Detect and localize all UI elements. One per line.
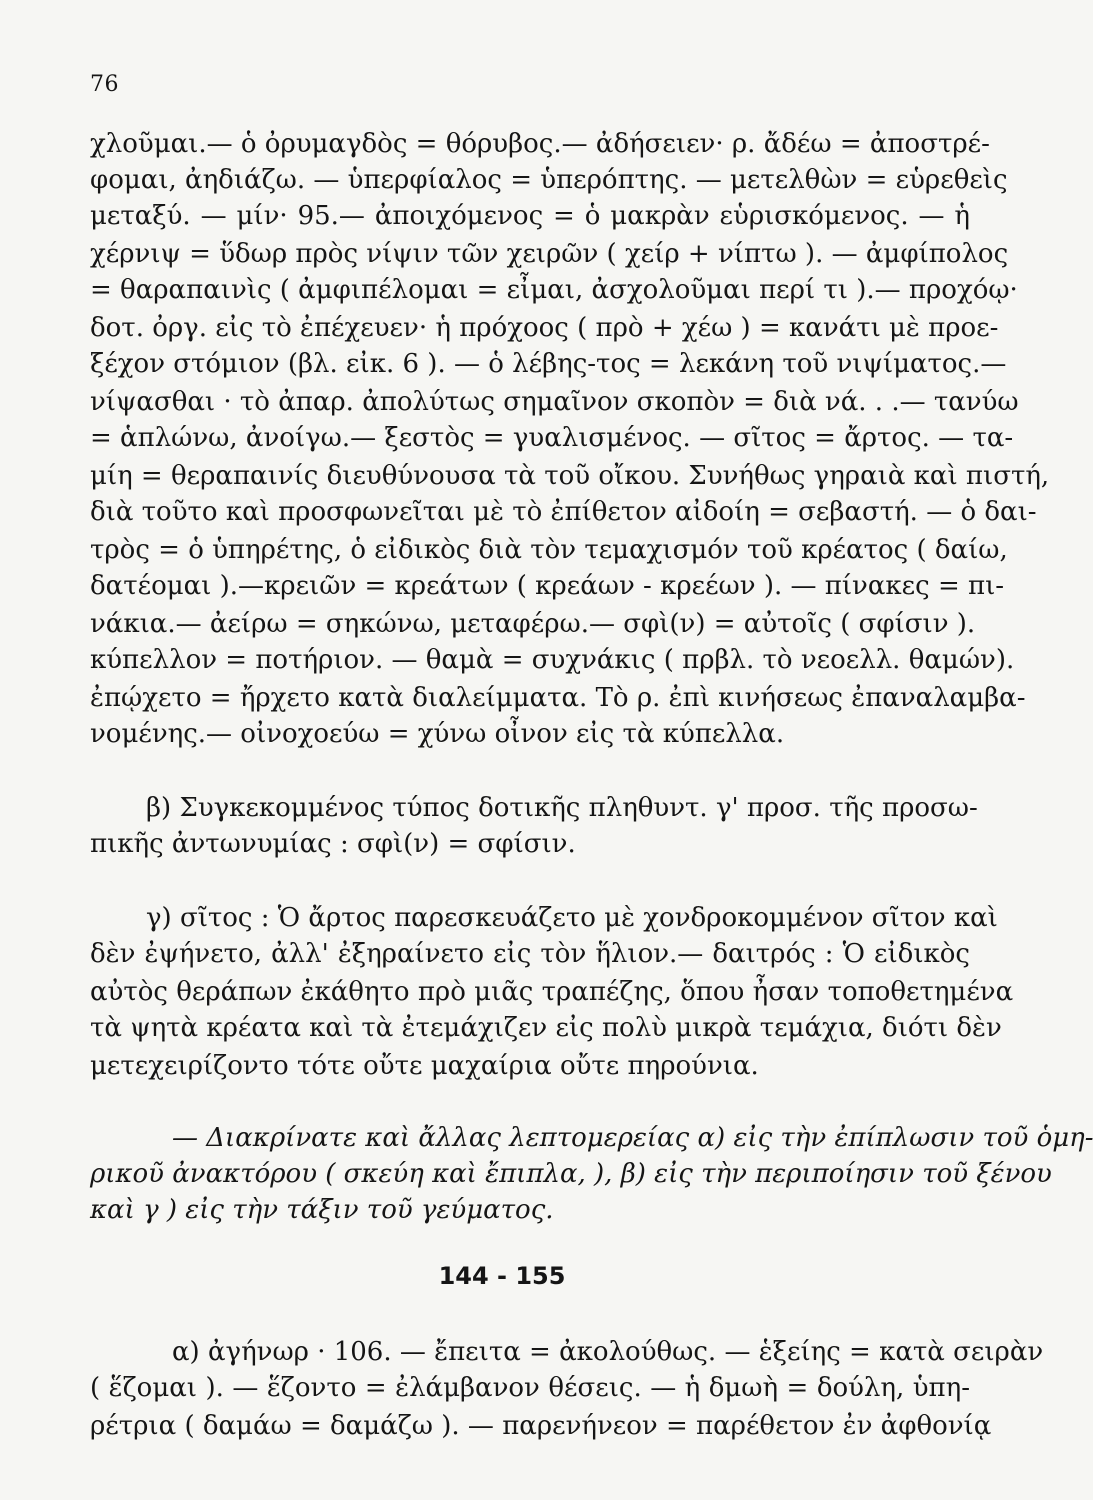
text-line: γ) σῖτος : Ὁ ἄρτος παρεσκευάζετο μὲ χονδροκομμένον σῖτον καὶ <box>146 903 998 933</box>
text-line: — Διακρίνατε καὶ ἄλλας λεπτομερείας α) εἰς τὴν ἐπίπλωσιν τοῦ ὁμη- <box>172 1123 1093 1153</box>
text-line: φομαι, ἀηδιάζω. — ὑπερφίαλος = ὑπερόπτης. — μετελθὼν = εὑρεθεὶς <box>90 165 1008 195</box>
section-heading: 144 - 155 <box>438 1262 566 1290</box>
text-line: τὰ ψητὰ κρέατα καὶ τὰ ἐτεμάχιζεν εἰς πολὺ μικρὰ τεμάχια, διότι δὲν <box>90 1013 1002 1043</box>
text-line: μίη = θεραπαινίς διευθύνουσα τὰ τοῦ οἴκου. Συνήθως γηραιὰ καὶ πιστή, <box>90 461 1050 491</box>
text-line: δοτ. ὀργ. εἰς τὸ ἐπέχευεν· ἡ πρόχοος ( πρὸ + χέω ) = κανάτι μὲ προε- <box>90 313 999 343</box>
text-line: β) Συγκεκομμένος τύπος δοτικῆς πληθυντ. γ' προσ. τῆς προσω- <box>146 793 978 823</box>
text-line: πικῆς ἀντωνυμίας : σφὶ(ν) = σφίσιν. <box>90 829 576 859</box>
text-line: αὐτὸς θεράπων ἐκάθητο πρὸ μιᾶς τραπέζης, ὅπου ἦσαν τοποθετημένα <box>90 977 1014 1007</box>
text-line: κύπελλον = ποτήριον. — θαμὰ = συχνάκις ( πρβλ. τὸ νεοελλ. θαμών). <box>90 645 1015 675</box>
text-line: νίψασθαι · τὸ ἀπαρ. ἀπολύτως σημαῖνον σκοπὸν = διὰ νά. . .— τανύω <box>90 387 1019 417</box>
text-line: ἐπῴχετο = ἤρχετο κατὰ διαλείμματα. Τὸ ρ. ἐπὶ κινήσεως ἐπαναλαμβα- <box>90 683 1026 713</box>
text-line: ρέτρια ( δαμάω = δαμάζω ). — παρενήνεον = παρέθετον ἐν ἀφθονίᾳ <box>90 1411 992 1441</box>
text-line: νομένης.— οἰνοχοεύω = χύνω οἶνον εἰς τὰ κύπελλα. <box>90 719 785 749</box>
text-line: α) ἀγήνωρ · 106. — ἔπειτα = ἀκολούθως. — ἑξείης = κατὰ σειρὰν <box>172 1337 1044 1367</box>
text-line: δὲν ἐψήνετο, ἀλλ' ἐξηραίνετο εἰς τὸν ἥλιον.— δαιτρός : Ὁ εἰδικὸς <box>90 939 970 969</box>
text-line: μετεχειρίζοντο τότε οὔτε μαχαίρια οὔτε πηρούνια. <box>90 1051 759 1081</box>
text-line: τρὸς = ὁ ὑπηρέτης, ὁ εἰδικὸς διὰ τὸν τεμαχισμόν τοῦ κρέατος ( δαίω, <box>90 535 1008 565</box>
text-line: = ἁπλώνω, ἀνοίγω.— ξεστὸς = γυαλισμένος. — σῖτος = ἄρτος. — τα- <box>90 423 1014 453</box>
text-line: = θαραπαινὶς ( ἀμφιπέλομαι = εἶμαι, ἀσχολοῦμαι περί τι ).— προχόῳ· <box>90 275 1018 305</box>
text-line: χέρνιψ = ὕδωρ πρὸς νίψιν τῶν χειρῶν ( χείρ + νίπτω ). — ἀμφίπολος <box>90 239 1009 269</box>
page-number: 76 <box>90 72 119 97</box>
text-line: ρικοῦ ἀνακτόρου ( σκεύη καὶ ἔπιπλα, ), β) εἰς τὴν περιποίησιν τοῦ ξένου <box>90 1159 1052 1189</box>
text-line: χλοῦμαι.— ὁ ὀρυμαγδὸς = θόρυβος.— ἀδήσειεν· ρ. ἄδέω = ἀποστρέ- <box>90 129 990 159</box>
text-line: ξέχον στόμιον (βλ. εἰκ. 6 ). — ὁ λέβης-τος = λεκάνη τοῦ νιψίματος.— <box>90 349 1007 379</box>
text-line: μεταξύ. — μίν· 95.— ἀποιχόμενος = ὁ μακρὰν εὑρισκόμενος. — ἡ <box>90 201 970 231</box>
text-line: δατέομαι ).—κρειῶν = κρεάτων ( κρεάων - κρεέων ). — πίνακες = πι- <box>90 571 1005 601</box>
text-line: διὰ τοῦτο καὶ προσφωνεῖται μὲ τὸ ἐπίθετον αἰδοίη = σεβαστή. — ὁ δαι- <box>90 497 1037 527</box>
text-line: νάκια.— ἀείρω = σηκώνω, μεταφέρω.— σφὶ(ν) = αὐτοῖς ( σφίσιν ). <box>90 609 976 639</box>
text-line: καὶ γ ) εἰς τὴν τάξιν τοῦ γεύματος. <box>90 1195 554 1225</box>
text-line: ( ἕζομαι ). — ἕζοντο = ἐλάμβανον θέσεις. — ἡ δμωὴ = δούλη, ὑπη- <box>90 1373 970 1403</box>
